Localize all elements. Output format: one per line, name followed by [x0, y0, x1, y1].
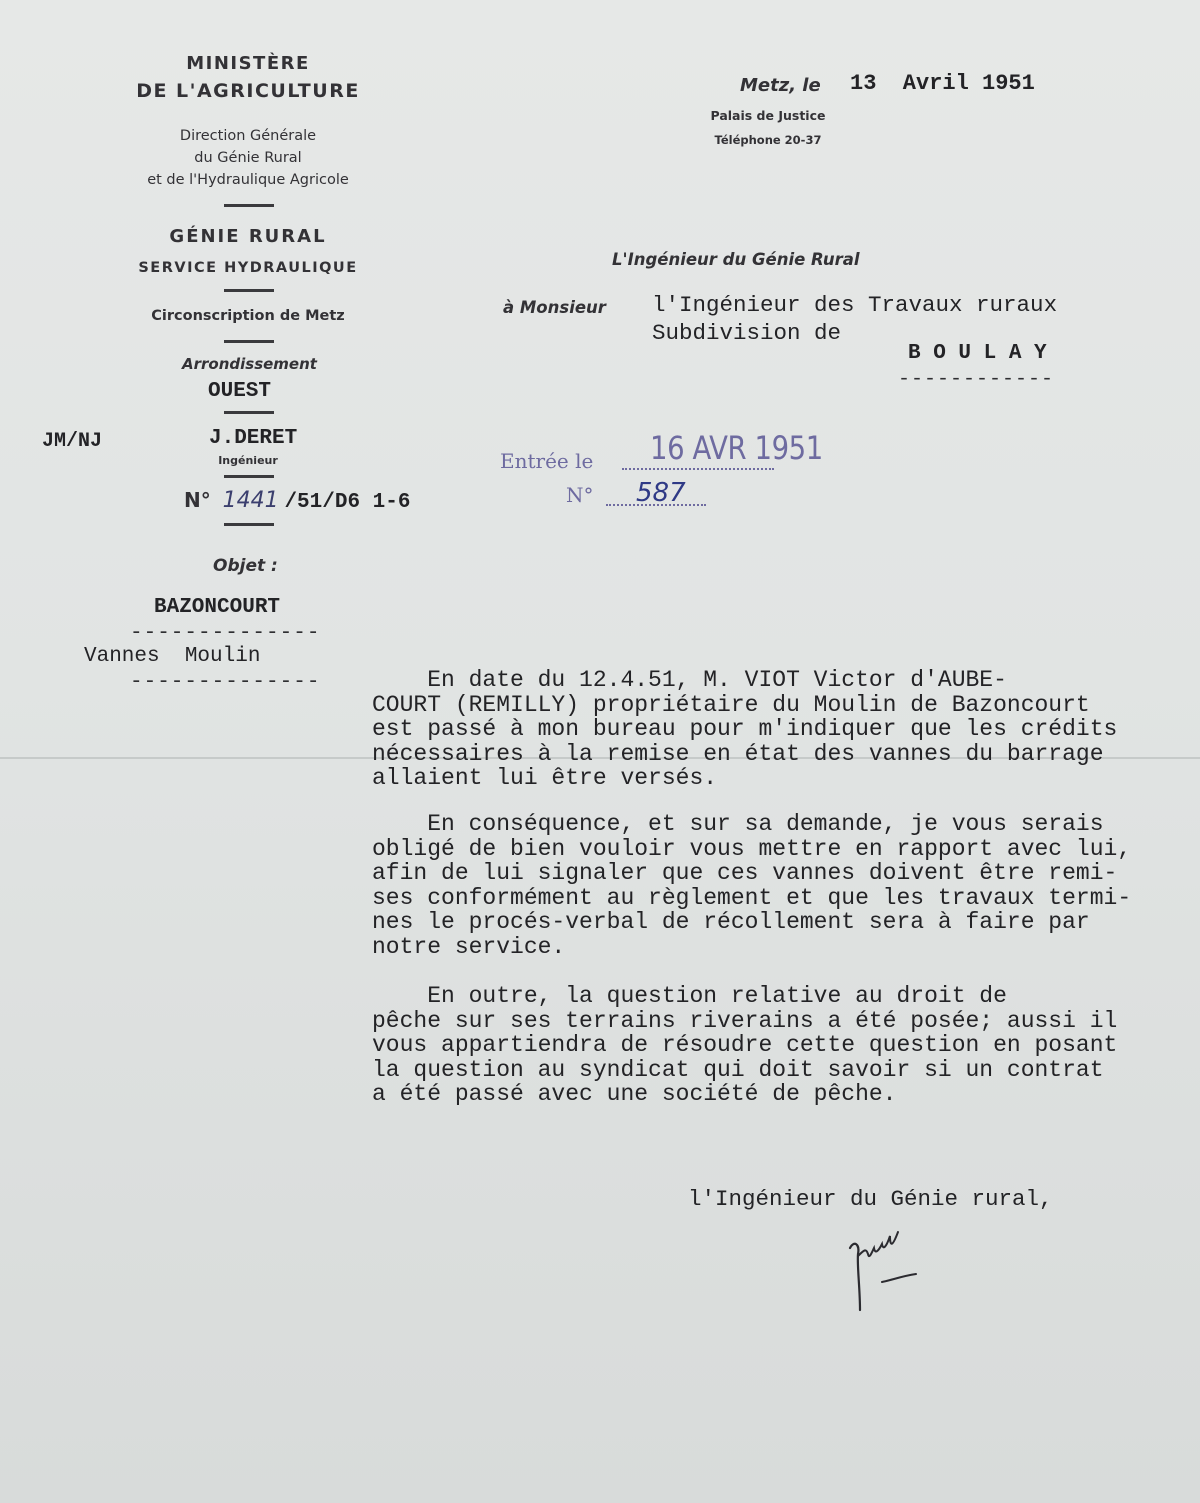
- closing-line: l'Ingénieur du Génie rural,: [688, 1186, 1053, 1212]
- sender-title: L'Ingénieur du Génie Rural: [612, 250, 860, 269]
- reference-number: [184, 488, 410, 514]
- direction-line1: Direction Générale: [179, 128, 317, 144]
- engineer-name: J.DERET: [209, 427, 298, 450]
- reference-handwritten: 1441: [222, 488, 279, 513]
- recipient-line1: l'Ingénieur des Travaux ruraux: [652, 292, 1058, 318]
- handwritten-signature: [838, 1218, 948, 1328]
- stamp-no-value: 587: [636, 478, 686, 508]
- stamp-no-underline: [606, 504, 706, 506]
- recipient-place: B O U L A Y: [908, 342, 1047, 365]
- body-paragraph-2: [372, 812, 1131, 960]
- letterhead-divider-2: [224, 289, 274, 292]
- office-address: Palais de Justice: [710, 108, 826, 123]
- ministry-line1: MINISTÈRE: [186, 53, 310, 74]
- stamp-entree-underline: [622, 468, 774, 470]
- body-p1-line: En date du 12.4.51, M. VIOT Victor d'AUBE-: [372, 667, 1007, 693]
- objet-underline-2: --------------: [130, 671, 321, 694]
- letterhead-divider-3: [224, 340, 274, 343]
- arrondissement-label: Arrondissement: [182, 355, 317, 373]
- recipient-line2: Subdivision de: [652, 320, 842, 346]
- body-p2-line: En conséquence, et sur sa demande, je vous serais: [372, 811, 1104, 837]
- body-p2-line: obligé de bien vouloir vous mettre en rapport avec lui,: [372, 835, 1132, 862]
- body-p2-line: ses conformément au règlement et que les travaux termi-: [372, 884, 1132, 911]
- service-subtitle: SERVICE HYDRAULIQUE: [138, 260, 358, 276]
- body-p1-line: allaient lui être versés.: [372, 765, 718, 792]
- body-p3-line: a été passé avec une société de pêche.: [372, 1081, 897, 1108]
- objet-underline-1: --------------: [130, 622, 321, 645]
- ministry-line2: DE L'AGRICULTURE: [136, 80, 360, 102]
- reference-typed: /51/D6 1-6: [284, 491, 411, 514]
- place-label: Metz, le: [740, 75, 821, 96]
- circonscription: Circonscription de Metz: [151, 308, 345, 324]
- letterhead-divider-4: [224, 411, 274, 414]
- body-p1-line: COURT (REMILLY) propriétaire du Moulin de Bazoncourt: [372, 691, 1090, 718]
- body-p2-line: afin de lui signaler que ces vannes doivent être remi-: [372, 860, 1118, 887]
- body-paragraph-1: [372, 668, 1117, 791]
- objet-detail: Vannes Moulin: [84, 645, 261, 668]
- engineer-title: Ingénieur: [218, 454, 278, 467]
- letterhead-divider-5: [224, 475, 274, 478]
- body-paragraph-3: [372, 984, 1117, 1107]
- body-p1-line: est passé à mon bureau pour m'indiquer que les crédits: [372, 716, 1118, 743]
- body-p3-line: pêche sur ses terrains riverains a été posée; aussi il: [372, 1007, 1118, 1034]
- stamp-no-label: N°: [566, 483, 594, 507]
- letter-date: 13 Avril 1951: [850, 71, 1035, 96]
- office-telephone: Téléphone 20-37: [714, 133, 822, 147]
- body-p3-line: la question au syndicat qui doit savoir si un contrat: [372, 1056, 1104, 1083]
- body-p2-line: nes le procés-verbal de récollement sera à faire par: [372, 909, 1090, 936]
- letterhead-divider-1: [224, 204, 274, 207]
- direction-line2: du Génie Rural: [194, 150, 302, 166]
- letterhead-divider-6: [224, 523, 274, 526]
- body-p1-line: nécessaires à la remise en état des vannes du barrage: [372, 740, 1104, 767]
- direction-line3: et de l'Hydraulique Agricole: [147, 172, 349, 188]
- body-p2-line: notre service.: [372, 933, 566, 960]
- stamp-entree-date: 16 AVR 1951: [650, 429, 823, 467]
- objet-title: BAZONCOURT: [154, 596, 281, 619]
- recipient-prefix: à Monsieur: [503, 298, 606, 317]
- typist-initials: JM/NJ: [42, 430, 103, 453]
- stamp-entree-label: Entrée le: [500, 449, 594, 473]
- objet-label: Objet :: [213, 556, 278, 576]
- reference-prefix: N°: [184, 488, 211, 512]
- recipient-underline: ------------: [898, 368, 1055, 391]
- body-p3-line: En outre, la question relative au droit de: [372, 983, 1007, 1009]
- body-p3-line: vous appartiendra de résoudre cette question en posant: [372, 1032, 1118, 1059]
- service-title: GÉNIE RURAL: [169, 226, 327, 247]
- arrondissement-value: OUEST: [208, 380, 272, 403]
